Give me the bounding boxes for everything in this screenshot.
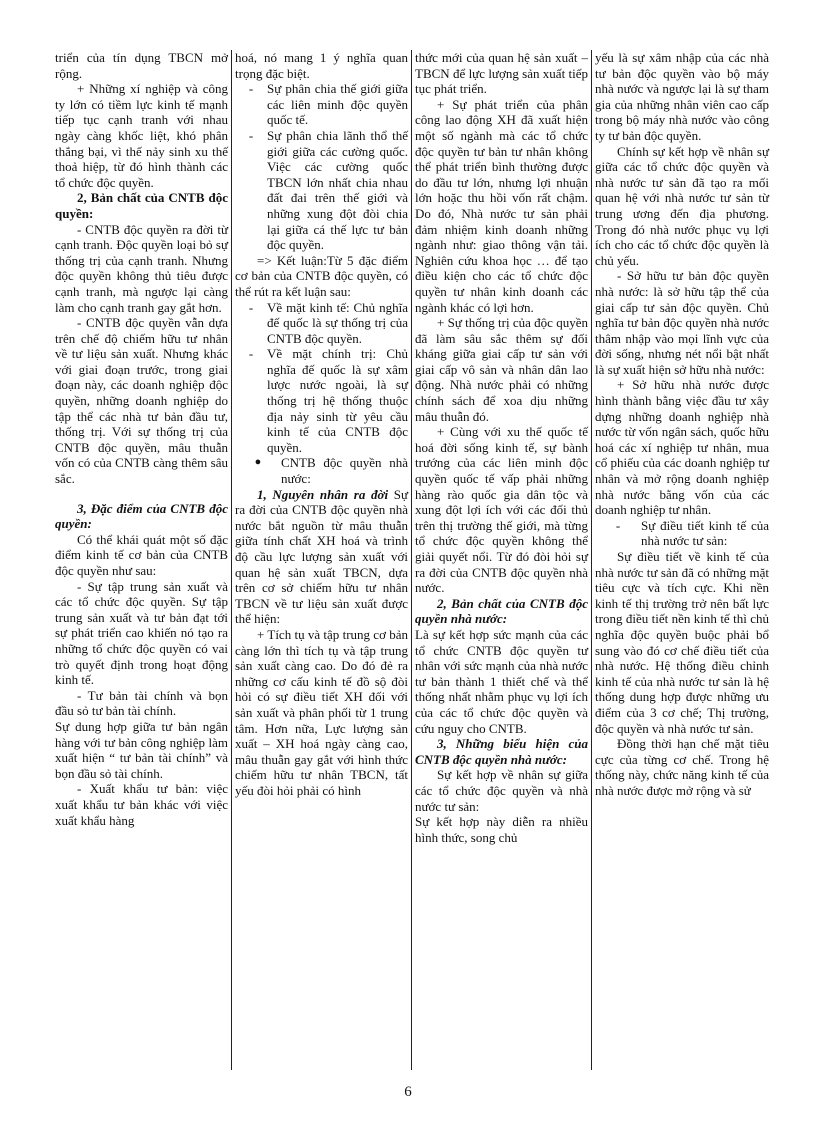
paragraph: - Sở hữu tư bản độc quyền nhà nước: là sở hữu tập thể của giai cấp tư sản độc quyền. Chủ nghĩa tư bản độc quyền nhà nước thâm nhập vào mọi lĩnh vực của đời sống, nhưng nét nổi bật nhất là sự xuất hiện sở hữu nhà nước: [595,268,769,377]
section-heading-ban-chat: 2, Bản chất của CNTB độc quyền: [55,190,228,221]
column-2 [232,50,412,1070]
column-4 [592,50,772,1070]
paragraph: hoá, nó mang 1 ý nghĩa quan trọng đặc biệt. [235,50,408,81]
paragraph: Sự dung hợp giữa tư bản ngân hàng với tư bản công nghiệp làm xuất hiện “ tư bản tài chính” và bọn đầu sỏ tài chính. [55,718,228,781]
list-item: - Về mặt kinh tế: Chủ nghĩa đế quốc là sự thống trị của CNTB độc quyền. [235,300,408,347]
paragraph: triển của tín dụng TBCN mở rộng. [55,50,228,81]
paragraph: 1, Nguyên nhân ra đời Sự ra đời của CNTB độc quyền nhà nước bắt nguồn từ mâu thuẫn giữa tính chất XH hoá và trình độ cầu lực lượng sản xuất với quan hệ sản xuất TBCN, dựa trên cơ sở chiếm hữu tư nhân TBCN về tư liệu sản xuất được thể hiện: [235,486,409,627]
page-number: 6 [404,1084,412,1100]
section-heading-ban-chat-nha-nuoc: 2, Bản chất của CNTB độc quyền nhà nước: [415,595,588,627]
section-heading-bieu-hien: 3, Những biểu hiện của CNTB độc quyền nhà nước: [415,736,588,767]
document-page [52,50,774,1070]
list-item: ● CNTB độc quyền nhà nước: [235,455,408,486]
column-1 [52,50,232,1070]
paragraph: - CNTB độc quyền ra đời từ cạnh tranh. Độc quyền loại bỏ sự thống trị của cạnh tranh. Nhưng độc quyền không thủ tiêu được cạnh tranh, mà ngược lại càng làm cho cạnh tranh gay gắt hơn. [55,221,228,315]
list-item: - Về mặt chính trị: Chủ nghĩa đế quốc là sự xâm lược nước ngoài, là sự thống trị hệ thống thuộc địa nảy sinh từ yêu cầu kinh tế của CNTB độc quyền. [235,346,408,455]
paragraph: + Cùng với xu thế quốc tế hoá đời sống kinh tế, sự bành trướng của các liên minh độc quyền quốc tế vấp phải những hàng rào quốc gia dân tộc và xung đột lợi ích với các đối thủ trên thị trường thế giới, mà từng tổ chức độc quyền không thể giải quyết nổi. Từ đó đòi hỏi sự ra đời của CNTB độc quyền nhà nước. [415,424,588,596]
paragraph: Có thể khái quát một số đặc điểm kinh tế cơ bản của CNTB độc quyền như sau: [55,531,228,578]
section-heading-nguyen-nhan: 1, Nguyên nhân ra đời [257,486,389,502]
dash-marker: - [248,346,254,362]
list-item: - Sự phân chia thế giới giữa các liên minh độc quyền quốc tế. [235,81,408,128]
paragraph: Sự kết hợp về nhân sự giữa các tổ chức độc quyền và nhà nước tư sản: [415,767,588,814]
list-item: - Sự điều tiết kinh tế của nhà nước tư sản: [595,518,769,549]
paragraph: + Sự thống trị của độc quyền đã làm sâu sắc thêm sự đối kháng giữa giai cấp tư sản với giai cấp vô sản và nhân dân lao động. Nhà nước phải có những chính sách để xoa dịu những mâu thuẫn đó. [415,315,588,424]
section-heading-dac-diem: 3, Đặc điểm của CNTB độc quyền: [55,500,228,532]
column-3 [412,50,592,1070]
paragraph: - Sự tập trung sản xuất và các tổ chức độc quyền. Sự tập trung sản xuất và tư bản đạt tới sự phát triển cao khiến nó tạo ra những tổ chức độc quyền có vai trò quyết định trong hoạt động kinh tế. [55,578,228,688]
paragraph: - CNTB độc quyền vẫn dựa trên chế độ chiếm hữu tư nhân về tư liệu sản xuất. Nhưng khác với giai đoạn trước, trong giai đoạn này, các doanh nghiệp độc quyền, những doanh nghiệp do tập thể các nhà tư bản đầu tư, thống trị. Với sự thống trị của CNTB độc quyền, mâu thuẫn vốn có của CNTB càng thêm sâu sắc. [55,315,228,487]
paragraph: + Những xí nghiệp và công ty lớn có tiềm lực kinh tế mạnh tiếp tục cạnh tranh với nhau ngày càng khốc liệt, khó phân thắng bại, vì thế nảy sinh xu thế thoả hiệp, từ đó hình thành các tổ chức độc quyền. [55,81,228,190]
text-columns [52,50,774,1070]
paragraph: + Sở hữu nhà nước được hình thành bằng việc đầu tư xây dựng những doanh nghiệp nhà nước từ vốn ngân sách, quốc hữu hoá các xí nghiệp tư nhân, mua cổ phiếu của các doanh nghiệp tư nhân và mở rộng doanh nghiệp nhà nước bằng vốn của các doanh nghiệp tư nhân. [595,377,769,518]
dash-marker: - [248,299,254,315]
conclusion-paragraph: => Kết luận:Từ 5 đặc điểm cơ bản của CNTB độc quyền, có thể rút ra kết luận sau: [235,252,408,299]
spacer [55,487,228,501]
paragraph: - Tư bản tài chính và bọn đầu sỏ tư bản tài chính. [55,687,228,719]
dash-marker: - [615,517,621,533]
dash-marker: - [248,81,254,97]
paragraph: Chính sự kết hợp về nhân sự giữa các tổ chức độc quyền và nhà nước tư sản đã tạo ra mối quan hệ với nhà nước tư sản từ trung ương đến địa phương. Trong đó nhà nước phục vụ lợi ích cho các tổ chức độc quyền là chủ yếu. [595,143,769,268]
paragraph: - Xuất khẩu tư bản: việc xuất khẩu tư bản khác với việc xuất khẩu hàng [55,781,228,828]
paragraph: Sự kết hợp này diễn ra nhiều hình thức, song chủ [415,814,588,845]
bullet-icon: ● [254,456,262,469]
paragraph: Sự điều tiết về kinh tế của nhà nước tư sản đã có những mặt tiêu cực và tích cực. Khi nền kinh tế thị trường trở nên bất lực trong điều tiết nền kinh tế thì chủ nghĩa độc quyền buộc phải bổ sung vào đó cơ chế điều tiết của nhà nước. Hệ thống điều chỉnh kinh tế của nhà nước tư sản là hệ thống dung hợp được những ưu điểm của 3 cơ chế; Thị trường, độc quyền và nhà nước tư sản. [595,549,769,736]
paragraph: thức mới của quan hệ sản xuất – TBCN để lực lượng sản xuất tiếp tục phát triển. [415,50,588,97]
list-item: - Sự phân chia lãnh thổ thế giới giữa các cường quốc. Việc các cường quốc TBCN lớn nhất chia nhau đất đai trên thế giới và những xung đột đòi chia lại giữa cá thế lực tư bản độc quyền. [235,128,408,253]
paragraph: Là sự kết hợp sức mạnh của các tổ chức CNTB độc quyền tư nhân với sức mạnh của nhà nước tư bản thành 1 thiết chế và thể thống nhất nhằm phục vụ lợi ích của các tổ chức độc quyền và cứu nguy cho CNTB. [415,626,588,736]
paragraph: Đồng thời hạn chế mặt tiêu cực của từng cơ chế. Trong hệ thống này, chức năng kinh tế của nhà nước được mở rộng và sử [595,736,769,798]
paragraph: + Sự phát triển của phân công lao động XH đã xuất hiện một số ngành mà các tổ chức độc quyền tư bản tư nhân không thể phát triển bình thường được do đầu tư lớn, nhưng lợi nhuận lớn hoặc thu hồi vốn rất chậm. Do đó, Nhà nước tư sản phải đảm nhiệm kinh doanh những ngành như: giao thông vận tải. Nghiên cứu khoa học … để tạo điều kiện cho các tổ chức độc quyền tư nhân kinh doanh các ngành khác có lợi hơn. [415,96,588,315]
dash-marker: - [248,127,254,143]
paragraph: + Tích tụ và tập trung cơ bản càng lớn thì tích tụ và tập trung sản xuất càng cao. Do đó đẻ ra những cơ cấu kinh tế đồ sộ đòi hỏi có sự điều tiết XH đối với sản xuất và phân phối từ 1 trung tâm. Hơn nữa, Lực lượng sản xuất – XH hoá ngày càng cao, mâu thuẫn gay gắt với hình thức chiếm hữu tư nhân TBCN, tất yếu đòi hỏi phải có hình [235,626,408,798]
paragraph: yếu là sự xâm nhập của các nhà tư bản độc quyền vào bộ máy nhà nước và ngược lại là sự tham gia của những nhân viên cao cấp trong bộ máy nhà nước vào công ty tư bản độc quyền. [595,50,769,143]
